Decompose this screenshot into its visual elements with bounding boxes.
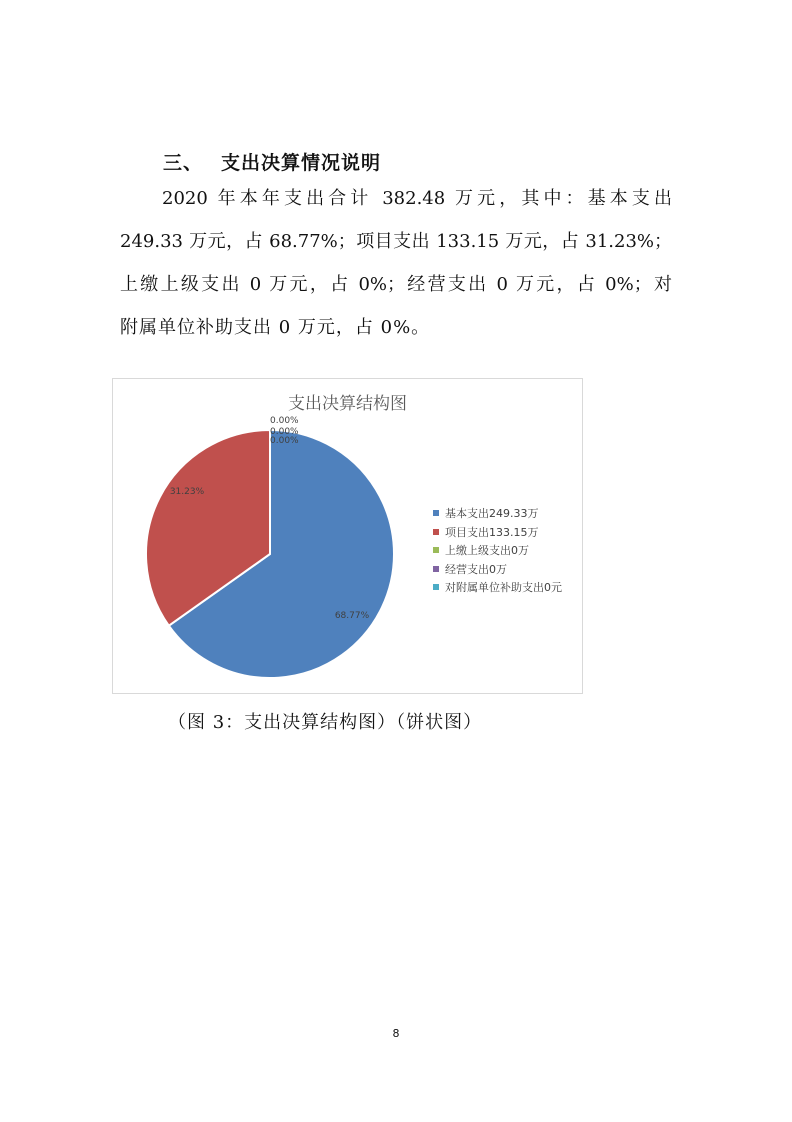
pie-chart (112, 378, 583, 694)
chart-title: 支出决算结构图 (288, 394, 407, 414)
legend-swatch (433, 547, 439, 553)
slice-data-label: 68.77% (334, 611, 370, 621)
chart-legend (433, 504, 562, 597)
legend-label: 项目支出133.15万 (445, 525, 539, 539)
section-title: 支出决算情况说明 (221, 152, 382, 174)
expenditure-paragraph (120, 177, 672, 349)
legend-swatch (433, 529, 439, 535)
legend-label: 对附属单位补助支出0元 (445, 581, 562, 595)
legend-swatch (433, 510, 439, 516)
legend-label: 基本支出249.33万 (445, 507, 539, 521)
slice-data-label: 0.00% (270, 416, 299, 426)
legend-swatch (433, 584, 439, 590)
page-number: 8 (392, 1027, 400, 1040)
section-number: 三、 (163, 152, 204, 174)
section-heading (163, 148, 381, 175)
paragraph-line: 上缴上级支出 0 万元，占 0%；经营支出 0 万元，占 0%；对 (120, 274, 672, 295)
slice-data-label: 0.00% (270, 427, 299, 437)
paragraph-line: 2020 年本年支出合计 382.48 万元，其中：基本支出 (162, 188, 672, 209)
paragraph-line: 249.33 万元，占 68.77%；项目支出 133.15 万元，占 31.23%； (120, 231, 672, 252)
legend-label: 上缴上级支出0万 (445, 544, 529, 558)
legend-item (433, 560, 562, 579)
legend-item (433, 578, 562, 597)
legend-item (433, 504, 562, 523)
legend-item (433, 541, 562, 560)
paragraph-line: 附属单位补助支出 0 万元，占 0%。 (120, 317, 431, 338)
figure-caption: （图 3：支出决算结构图）（饼状图） (168, 712, 483, 733)
legend-label: 经营支出0万 (445, 562, 507, 576)
slice-data-label: 31.23% (169, 487, 205, 497)
legend-item (433, 523, 562, 542)
slice-data-label: 0.00% (270, 436, 299, 446)
legend-swatch (433, 566, 439, 572)
